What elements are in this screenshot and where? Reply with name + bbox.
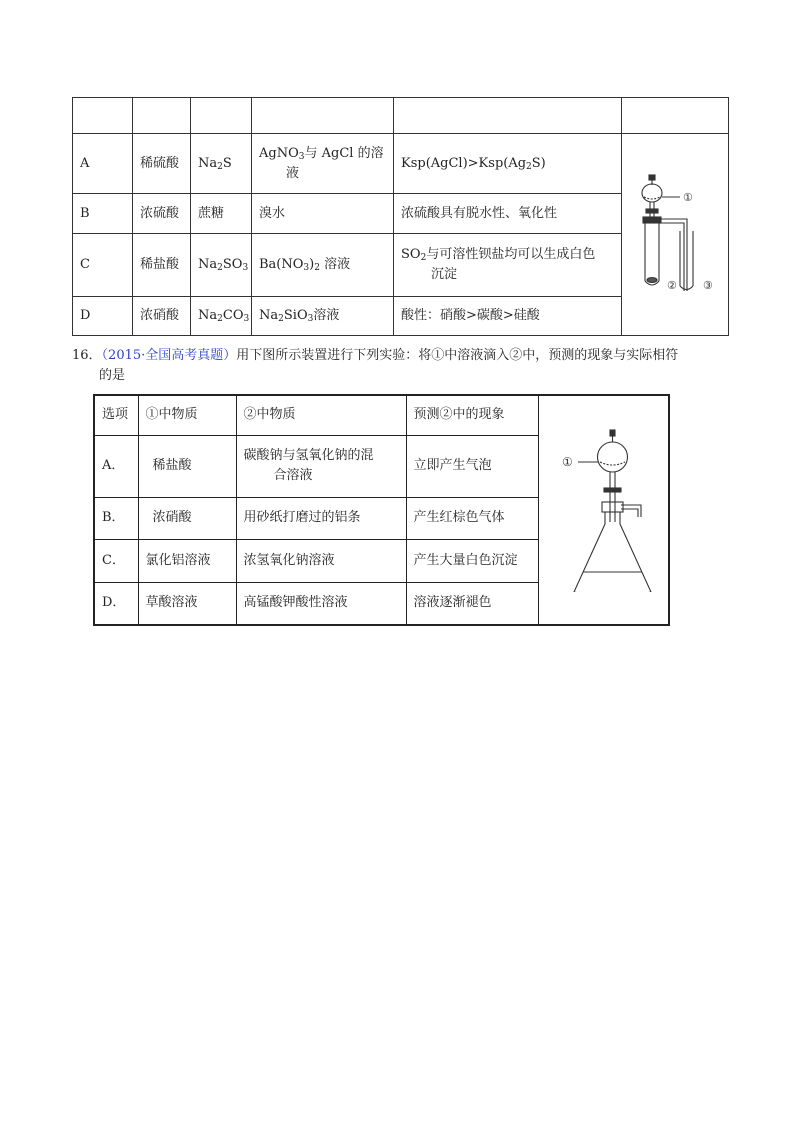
question-number: 16． [72, 348, 102, 363]
table-row [73, 98, 729, 134]
apparatus-figure-2 [538, 395, 669, 625]
substance-2: 碳酸钠与氢氧化钠的混 合溶液 [236, 435, 406, 497]
figure-label-3: ③ [703, 279, 713, 292]
flask-diagram [548, 422, 658, 592]
row-label: D [73, 297, 133, 336]
question-text-continued: 的是 [99, 368, 126, 383]
row-label: A [73, 134, 133, 194]
substance-1: 氯化铝溶液 [138, 539, 236, 582]
substance-1: 稀盐酸 [138, 435, 236, 497]
prediction: 产生红棕色气体 [406, 497, 538, 539]
substance-1: 浓硝酸 [138, 497, 236, 539]
header-substance-2: ②中物质 [236, 395, 406, 435]
reagent-3: $Ba(NO_3)_2$ 溶液 [252, 234, 394, 297]
prediction: 溶液逐渐褪色 [406, 582, 538, 625]
reagent-2: 蔗糖 [191, 194, 252, 234]
row-label: C [73, 234, 133, 297]
question-text: 用下图所示装置进行下列实验：将①中溶液滴入②中，预测的现象与实际相符 [236, 348, 679, 363]
reagent-2: $Na_2S$ [191, 134, 252, 194]
prediction: 产生大量白色沉淀 [406, 539, 538, 582]
reagent-2: $Na_2CO_3$ [191, 297, 252, 336]
reagent-1: 浓硝酸 [133, 297, 191, 336]
reagent-3: AgNO$_3$与 AgCl 的溶 液 [252, 134, 394, 194]
substance-2: 用砂纸打磨过的铝条 [236, 497, 406, 539]
table-header-row [94, 395, 669, 435]
reagent-table-2 [93, 394, 670, 626]
conclusion: $Ksp(AgCl)>Ksp(Ag_2S)$ [394, 134, 622, 194]
figure-label-1: ① [562, 454, 574, 469]
reagent-1: 稀盐酸 [133, 234, 191, 297]
option-label: B． [94, 497, 138, 539]
option-label: D． [94, 582, 138, 625]
figure-label-1: ① [683, 191, 693, 204]
reagent-2: $Na_2SO_3$ [191, 234, 252, 297]
row-label: B [73, 194, 133, 234]
option-label: C． [94, 539, 138, 582]
conclusion: $SO_2$与可溶性钡盐均可以生成白色 沉淀 [394, 234, 622, 297]
reagent-3: 溴水 [252, 194, 394, 234]
figure-label-2: ② [667, 279, 677, 292]
reagent-1: 稀硫酸 [133, 134, 191, 194]
question-16 [72, 346, 732, 386]
reagent-3: $Na_2SiO_3$溶液 [252, 297, 394, 336]
reagent-table-1 [72, 97, 729, 336]
apparatus-diagram [625, 161, 725, 301]
substance-2: 高锰酸钾酸性溶液 [236, 582, 406, 625]
conclusion: 酸性：硝酸>碳酸>硅酸 [394, 297, 622, 336]
question-source-link[interactable]: （2015·全国高考真题） [101, 348, 237, 363]
substance-2: 浓氢氧化钠溶液 [236, 539, 406, 582]
option-label: A． [94, 435, 138, 497]
header-substance-1: ①中物质 [138, 395, 236, 435]
conclusion: 浓硫酸具有脱水性、氧化性 [394, 194, 622, 234]
substance-1: 草酸溶液 [138, 582, 236, 625]
prediction: 立即产生气泡 [406, 435, 538, 497]
apparatus-figure-1 [622, 134, 729, 336]
reagent-1: 浓硫酸 [133, 194, 191, 234]
table-row [73, 134, 729, 194]
header-option: 选项 [94, 395, 138, 435]
header-prediction: 预测②中的现象 [406, 395, 538, 435]
